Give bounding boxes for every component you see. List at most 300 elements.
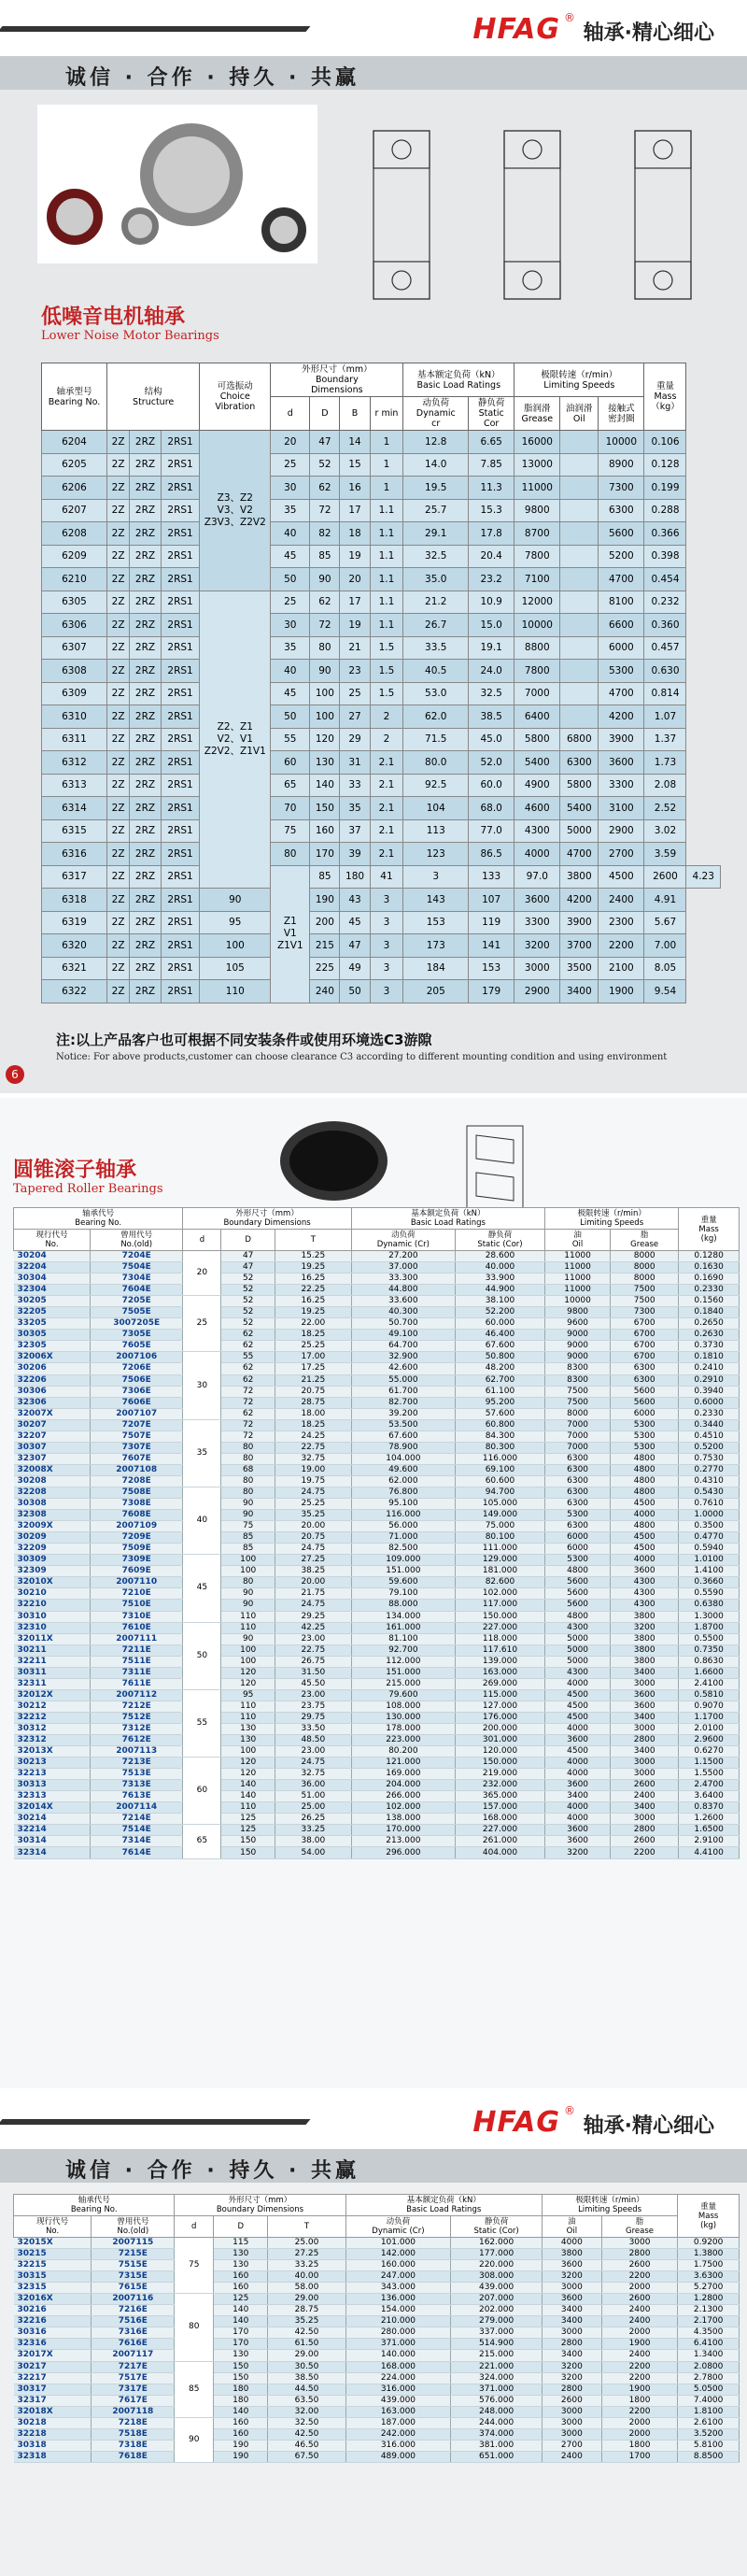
table-cell: 54.00 bbox=[275, 1847, 351, 1858]
table-cell: 3.02 bbox=[644, 819, 686, 843]
table-cell: 0.630 bbox=[644, 660, 686, 683]
table-cell: 4300 bbox=[611, 1588, 679, 1600]
table-cell: 1.8100 bbox=[678, 2406, 740, 2417]
table-cell: 4800 bbox=[611, 1487, 679, 1498]
table-cell: 32305 bbox=[14, 1341, 91, 1352]
table-cell bbox=[560, 453, 599, 477]
table-cell: 187.000 bbox=[345, 2417, 451, 2428]
table-cell: 150 bbox=[221, 1836, 275, 1847]
table-cell: 85 bbox=[221, 1532, 275, 1544]
table-cell: 3800 bbox=[542, 2249, 601, 2260]
table-cell: 4300 bbox=[611, 1600, 679, 1611]
table-cell: 2.08 bbox=[644, 774, 686, 797]
table-cell: 2.0800 bbox=[678, 2361, 740, 2372]
table-cell: 514.900 bbox=[451, 2339, 543, 2350]
page-header bbox=[0, 0, 747, 56]
table-cell: 1.3400 bbox=[678, 2350, 740, 2361]
table-cell: 32012X bbox=[14, 1689, 91, 1701]
table-row bbox=[14, 1408, 740, 1419]
table-row bbox=[14, 1735, 740, 1746]
table-cell: 100 bbox=[310, 682, 340, 705]
table-cell: 40.000 bbox=[455, 1262, 544, 1274]
table-cell: 7206E bbox=[91, 1363, 183, 1374]
table-cell: 7309E bbox=[91, 1555, 183, 1566]
table-cell: 3800 bbox=[611, 1656, 679, 1667]
table-cell: 0.2410 bbox=[679, 1363, 740, 1374]
table-cell: 7800 bbox=[514, 660, 560, 683]
table-cell bbox=[560, 522, 599, 546]
table-cell: 70 bbox=[271, 797, 310, 820]
table-row bbox=[14, 1262, 740, 1274]
table-cell: 215.000 bbox=[351, 1678, 455, 1689]
table-cell: 2RZ bbox=[130, 477, 162, 500]
table-cell bbox=[560, 591, 599, 614]
table-cell: 5600 bbox=[545, 1588, 611, 1600]
table-cell: 38.25 bbox=[275, 1566, 351, 1577]
table-cell: 2RZ bbox=[130, 774, 162, 797]
col-speed: 极限转速（r/min） Limiting Speeds bbox=[545, 1208, 679, 1230]
table-row bbox=[14, 1296, 740, 1307]
table-cell: 72 bbox=[221, 1419, 275, 1430]
table-cell: 7314E bbox=[91, 1836, 183, 1847]
table-cell: 117.610 bbox=[455, 1644, 544, 1656]
table-cell: 6000 bbox=[611, 1408, 679, 1419]
table-cell: 190 bbox=[214, 2440, 268, 2451]
table-cell: 0.366 bbox=[644, 522, 686, 546]
table-cell: 90 bbox=[221, 1600, 275, 1611]
col-T: T bbox=[275, 1230, 351, 1251]
table-cell: 14.0 bbox=[403, 453, 469, 477]
table-cell: 2400 bbox=[599, 889, 644, 912]
table-cell: 179 bbox=[469, 980, 514, 1003]
table-row bbox=[14, 2294, 740, 2305]
table-cell: 6300 bbox=[545, 1464, 611, 1475]
table-cell: 7515E bbox=[92, 2260, 175, 2271]
table-cell: 6306 bbox=[42, 614, 107, 637]
table-cell: 2800 bbox=[611, 1825, 679, 1836]
table-cell: 30.50 bbox=[268, 2361, 345, 2372]
table-cell: 2Z bbox=[107, 911, 130, 934]
table-cell: 0.454 bbox=[644, 568, 686, 591]
table-cell: 6317 bbox=[42, 865, 107, 889]
table-cell: 6000 bbox=[599, 636, 644, 660]
table-cell: 2Z bbox=[107, 660, 130, 683]
table-cell: 30314 bbox=[14, 1836, 91, 1847]
table-cell: 108.000 bbox=[351, 1701, 455, 1712]
table-cell: 308.000 bbox=[451, 2271, 543, 2283]
catalog-page-tapered-roller-continued bbox=[0, 2093, 747, 2576]
table-cell: 6300 bbox=[545, 1521, 611, 1532]
registered-mark: ® bbox=[564, 11, 575, 24]
table-cell: 62.0 bbox=[403, 705, 469, 729]
table-cell: 651.000 bbox=[451, 2451, 543, 2462]
table-cell bbox=[560, 499, 599, 522]
table-cell: 95 bbox=[200, 911, 271, 934]
table-cell: 30204 bbox=[14, 1251, 91, 1262]
table-cell: 80 bbox=[221, 1442, 275, 1453]
table-cell: 3000 bbox=[542, 2428, 601, 2440]
black-seal-bearing-image bbox=[261, 207, 306, 252]
table-cell: 2007114 bbox=[91, 1802, 183, 1814]
table-cell: 76.800 bbox=[351, 1487, 455, 1498]
table-cell: 6315 bbox=[42, 819, 107, 843]
table-cell: 205 bbox=[403, 980, 469, 1003]
table-cell: 51.00 bbox=[275, 1791, 351, 1802]
table-cell: 2007107 bbox=[91, 1408, 183, 1419]
table-cell: 7312E bbox=[91, 1723, 183, 1734]
table-cell: 16.25 bbox=[275, 1296, 351, 1307]
table-cell: 2RZ bbox=[130, 431, 162, 454]
table-cell: 130 bbox=[221, 1735, 275, 1746]
table-cell: 2RS1 bbox=[161, 431, 199, 454]
table-cell: 9800 bbox=[545, 1307, 611, 1318]
table-cell: 2800 bbox=[611, 1735, 679, 1746]
table-cell: 3400 bbox=[611, 1746, 679, 1758]
table-cell: 181.000 bbox=[455, 1566, 544, 1577]
table-cell: 2000 bbox=[601, 2417, 677, 2428]
table-cell: 115.000 bbox=[455, 1689, 544, 1701]
table-cell: 26.25 bbox=[275, 1814, 351, 1825]
table-cell: 0.1690 bbox=[679, 1274, 740, 1285]
table-cell: 80 bbox=[221, 1487, 275, 1498]
table-cell: 2600 bbox=[601, 2260, 677, 2271]
table-cell: 61.700 bbox=[351, 1386, 455, 1397]
bearing-cross-section-drawings bbox=[345, 112, 719, 318]
table-cell: 2Z bbox=[107, 865, 130, 889]
table-cell: 29.25 bbox=[275, 1611, 351, 1622]
red-seal-bearing-image bbox=[47, 189, 103, 245]
table-row bbox=[14, 1430, 740, 1442]
table-cell bbox=[560, 682, 599, 705]
table-cell: 40.00 bbox=[268, 2271, 345, 2283]
table-cell: 30 bbox=[271, 614, 310, 637]
table-cell: 62 bbox=[221, 1341, 275, 1352]
table-cell: 7611E bbox=[91, 1678, 183, 1689]
table-row bbox=[14, 1499, 740, 1510]
table-cell: 6309 bbox=[42, 682, 107, 705]
table-cell: 25.00 bbox=[268, 2238, 345, 2249]
table-cell: 50.800 bbox=[455, 1352, 544, 1363]
table-cell: 17.00 bbox=[275, 1352, 351, 1363]
table-cell: 2007111 bbox=[91, 1633, 183, 1644]
bore-cell: 55 bbox=[183, 1689, 221, 1757]
table-cell: 21 bbox=[340, 636, 370, 660]
table-cell: 32309 bbox=[14, 1566, 91, 1577]
header-row bbox=[14, 1208, 740, 1230]
table-cell: 57.600 bbox=[455, 1408, 544, 1419]
table-cell: 125 bbox=[214, 2294, 268, 2305]
table-cell: 45.0 bbox=[469, 728, 514, 751]
table-cell: 2RS1 bbox=[161, 751, 199, 775]
table-cell: 53.0 bbox=[403, 682, 469, 705]
table-cell: 202.000 bbox=[451, 2305, 543, 2316]
table-cell: 4700 bbox=[599, 682, 644, 705]
table-cell: 2Z bbox=[107, 705, 130, 729]
table-cell: 7000 bbox=[545, 1419, 611, 1430]
table-row bbox=[14, 2361, 740, 2372]
table-cell: 6700 bbox=[611, 1330, 679, 1341]
table-cell: 15.0 bbox=[469, 614, 514, 637]
table-cell: 2RZ bbox=[130, 545, 162, 568]
table-cell: 3400 bbox=[542, 2316, 601, 2327]
table-cell: 6314 bbox=[42, 797, 107, 820]
table-cell: 102.000 bbox=[455, 1588, 544, 1600]
table-cell: 32007X bbox=[14, 1408, 91, 1419]
table-cell: 151.000 bbox=[351, 1667, 455, 1678]
table-cell: 1.2600 bbox=[679, 1814, 740, 1825]
table-cell: 3200 bbox=[514, 934, 560, 958]
table-cell: 8700 bbox=[514, 522, 560, 546]
table-cell: 160 bbox=[214, 2428, 268, 2440]
table-cell: 45 bbox=[271, 682, 310, 705]
clearance-note-cn: 注:以上产品客户也可根据不同安装条件或使用环境选C3游隙 bbox=[56, 1032, 432, 1048]
table-cell: 29.00 bbox=[268, 2350, 345, 2361]
table-cell: 62.000 bbox=[351, 1475, 455, 1487]
table-row bbox=[14, 1532, 740, 1544]
table-cell: 266.000 bbox=[351, 1791, 455, 1802]
table-cell: 2000 bbox=[601, 2283, 677, 2294]
table-row bbox=[14, 1656, 740, 1667]
table-cell: 0.5500 bbox=[679, 1633, 740, 1644]
table-cell: 38.100 bbox=[455, 1296, 544, 1307]
table-row bbox=[42, 819, 721, 843]
table-cell: 2600 bbox=[611, 1780, 679, 1791]
table-cell: 7604E bbox=[91, 1285, 183, 1296]
table-cell: 30216 bbox=[14, 2305, 92, 2316]
table-cell: 6300 bbox=[545, 1499, 611, 1510]
table-cell: 138.000 bbox=[351, 1814, 455, 1825]
section2-title-cn: 圆锥滚子轴承 bbox=[13, 1159, 137, 1182]
col-D: D bbox=[310, 397, 340, 431]
table-cell: 2 bbox=[370, 728, 403, 751]
table-cell: 576.000 bbox=[451, 2395, 543, 2406]
table-cell: 130 bbox=[214, 2249, 268, 2260]
table-cell: 2RS1 bbox=[161, 568, 199, 591]
table-cell: 4000 bbox=[545, 1814, 611, 1825]
table-cell: 62 bbox=[221, 1408, 275, 1419]
table-cell: 10000 bbox=[514, 614, 560, 637]
table-cell: 2Z bbox=[107, 431, 130, 454]
table-cell: 2Z bbox=[107, 614, 130, 637]
table-cell: 68 bbox=[221, 1464, 275, 1475]
table-row bbox=[42, 545, 721, 568]
table-cell: 0.128 bbox=[644, 453, 686, 477]
col-d: d bbox=[183, 1230, 221, 1251]
bore-cell: 20 bbox=[183, 1251, 221, 1296]
table-cell bbox=[560, 614, 599, 637]
table-cell: 140 bbox=[221, 1780, 275, 1791]
table-cell: 6300 bbox=[611, 1374, 679, 1386]
table-cell: 17.25 bbox=[275, 1363, 351, 1374]
table-cell: 2RS1 bbox=[161, 499, 199, 522]
table-cell: 32207 bbox=[14, 1430, 91, 1442]
table-cell: 7509E bbox=[91, 1544, 183, 1555]
clearance-note-en: Notice: For above products,customer can choose clearance C3 according to different mounting condition and using environment bbox=[56, 1052, 668, 1062]
table-cell: 25.7 bbox=[403, 499, 469, 522]
table-cell: 26.75 bbox=[275, 1656, 351, 1667]
table-cell: 6321 bbox=[42, 957, 107, 980]
table-cell: 2800 bbox=[601, 2249, 677, 2260]
table-cell: 2RS1 bbox=[161, 614, 199, 637]
table-cell: 90 bbox=[221, 1510, 275, 1521]
table-cell: 29.75 bbox=[275, 1712, 351, 1723]
table-cell: 19.25 bbox=[275, 1307, 351, 1318]
table-cell: 8000 bbox=[611, 1274, 679, 1285]
table-cell: 2200 bbox=[601, 2372, 677, 2384]
table-cell: 2RS1 bbox=[161, 522, 199, 546]
table-row bbox=[42, 911, 721, 934]
table-cell: 23.00 bbox=[275, 1689, 351, 1701]
table-cell: 4800 bbox=[611, 1453, 679, 1464]
table-cell: 90 bbox=[221, 1588, 275, 1600]
bore-cell: 85 bbox=[175, 2361, 214, 2417]
table-cell: 0.3730 bbox=[679, 1341, 740, 1352]
table-row bbox=[14, 1386, 740, 1397]
header-row bbox=[14, 2216, 740, 2238]
table-cell: 7610E bbox=[91, 1622, 183, 1633]
table-row bbox=[14, 1847, 740, 1858]
table-cell: 30318 bbox=[14, 2440, 92, 2451]
table-cell: 41 bbox=[370, 865, 403, 889]
table-cell: 30 bbox=[271, 477, 310, 500]
table-cell: 269.000 bbox=[455, 1678, 544, 1689]
table-row bbox=[14, 1836, 740, 1847]
table-cell: 3000 bbox=[611, 1678, 679, 1689]
table-cell: 140.000 bbox=[345, 2350, 451, 2361]
table-cell: 0.6270 bbox=[679, 1746, 740, 1758]
table-row bbox=[14, 1330, 740, 1341]
table-cell: 7307E bbox=[91, 1442, 183, 1453]
table-cell: 39.200 bbox=[351, 1408, 455, 1419]
table-row bbox=[14, 1825, 740, 1836]
table-cell: 4300 bbox=[545, 1667, 611, 1678]
table-cell: 2.1 bbox=[370, 843, 403, 866]
table-cell: 2007108 bbox=[91, 1464, 183, 1475]
slogan-bar bbox=[0, 56, 747, 90]
section2-title-en: Tapered Roller Bearings bbox=[13, 1182, 163, 1196]
table-cell: 7304E bbox=[91, 1274, 183, 1285]
table-cell: 6305 bbox=[42, 591, 107, 614]
table-cell: 2200 bbox=[601, 2406, 677, 2417]
col-T: T bbox=[268, 2216, 345, 2238]
table-cell: 30212 bbox=[14, 1701, 91, 1712]
table-cell: 3.59 bbox=[644, 843, 686, 866]
table-cell: 3500 bbox=[560, 957, 599, 980]
table-cell: 32018X bbox=[14, 2406, 92, 2417]
table-cell: 0.7610 bbox=[679, 1499, 740, 1510]
table-cell: 33.25 bbox=[268, 2260, 345, 2271]
table-cell: 0.9200 bbox=[678, 2238, 740, 2249]
table-cell: 62 bbox=[221, 1330, 275, 1341]
table-cell: 5.67 bbox=[644, 911, 686, 934]
table-cell: 2RS1 bbox=[161, 911, 199, 934]
col-static: 静负荷 Static (Cor) bbox=[451, 2216, 543, 2238]
table-cell: 133 bbox=[469, 865, 514, 889]
table-cell: 17 bbox=[340, 591, 370, 614]
table-cell: 149.000 bbox=[455, 1510, 544, 1521]
table-cell: 35 bbox=[271, 636, 310, 660]
table-cell: 72 bbox=[310, 499, 340, 522]
table-cell: 219.000 bbox=[455, 1769, 544, 1780]
table-cell: 2200 bbox=[611, 1847, 679, 1858]
section-title-cn: 低噪音电机轴承 bbox=[41, 306, 186, 329]
table-cell: 2RS1 bbox=[161, 889, 199, 912]
table-cell: 10000 bbox=[599, 431, 644, 454]
table-cell: 25.00 bbox=[275, 1802, 351, 1814]
table-cell: 0.2770 bbox=[679, 1464, 740, 1475]
table-cell: 134.000 bbox=[351, 1611, 455, 1622]
table-cell: 2RS1 bbox=[161, 774, 199, 797]
table-cell: 7213E bbox=[91, 1758, 183, 1769]
table-cell: 7100 bbox=[514, 568, 560, 591]
table-cell: 18 bbox=[340, 522, 370, 546]
table-row bbox=[14, 2249, 740, 2260]
bore-cell: 90 bbox=[175, 2417, 214, 2462]
table-cell: 5600 bbox=[611, 1397, 679, 1408]
table-cell: 3400 bbox=[611, 1802, 679, 1814]
table-cell: 22.00 bbox=[275, 1318, 351, 1330]
table-cell: 0.6380 bbox=[679, 1600, 740, 1611]
table-cell: 11000 bbox=[545, 1262, 611, 1274]
tapered-bearing-drawing bbox=[448, 1117, 560, 1219]
bore-cell: 35 bbox=[183, 1419, 221, 1487]
table-cell: 80 bbox=[221, 1453, 275, 1464]
table-cell: 2RZ bbox=[130, 453, 162, 477]
table-cell: 2RZ bbox=[130, 911, 162, 934]
table-cell: 7614E bbox=[91, 1847, 183, 1858]
table-cell: 279.000 bbox=[451, 2316, 543, 2327]
table-row bbox=[14, 2271, 740, 2283]
table-cell: 0.3940 bbox=[679, 1386, 740, 1397]
table-cell: 6208 bbox=[42, 522, 107, 546]
table-cell: 38.00 bbox=[275, 1836, 351, 1847]
table-cell: 3200 bbox=[611, 1622, 679, 1633]
table-cell: 28.75 bbox=[275, 1397, 351, 1408]
table-cell: 23.00 bbox=[275, 1746, 351, 1758]
table-cell: 120 bbox=[221, 1769, 275, 1780]
table-cell: 3 bbox=[370, 889, 403, 912]
table-cell: 52 bbox=[221, 1318, 275, 1330]
table-cell: 2007109 bbox=[91, 1521, 183, 1532]
table-row bbox=[14, 2339, 740, 2350]
table-cell: 8900 bbox=[599, 453, 644, 477]
table-row bbox=[14, 1453, 740, 1464]
table-row bbox=[14, 2440, 740, 2451]
table-cell: 142.000 bbox=[345, 2249, 451, 2260]
table-cell: 7316E bbox=[92, 2327, 175, 2339]
table-cell: 242.000 bbox=[345, 2428, 451, 2440]
table-cell: 0.4510 bbox=[679, 1430, 740, 1442]
large-bearing-image bbox=[140, 123, 243, 226]
table-row bbox=[14, 1251, 740, 1262]
table-cell: 32013X bbox=[14, 1746, 91, 1758]
col-grease: 脂 Grease bbox=[601, 2216, 677, 2238]
table-cell: 71.000 bbox=[351, 1532, 455, 1544]
table-cell: 7210E bbox=[91, 1588, 183, 1600]
table-cell: 32.5 bbox=[403, 545, 469, 568]
table-cell: 23.00 bbox=[275, 1633, 351, 1644]
table-cell: 5000 bbox=[545, 1633, 611, 1644]
table-cell: 69.100 bbox=[455, 1464, 544, 1475]
table-cell: 30305 bbox=[14, 1330, 91, 1341]
table-cell: 2RS1 bbox=[161, 819, 199, 843]
table-cell: 130 bbox=[310, 751, 340, 775]
col-oil: 油 Oil bbox=[542, 2216, 601, 2238]
table-cell: 7000 bbox=[545, 1430, 611, 1442]
table-cell: 113 bbox=[403, 819, 469, 843]
table-row bbox=[14, 1374, 740, 1386]
table-cell: 2900 bbox=[599, 819, 644, 843]
